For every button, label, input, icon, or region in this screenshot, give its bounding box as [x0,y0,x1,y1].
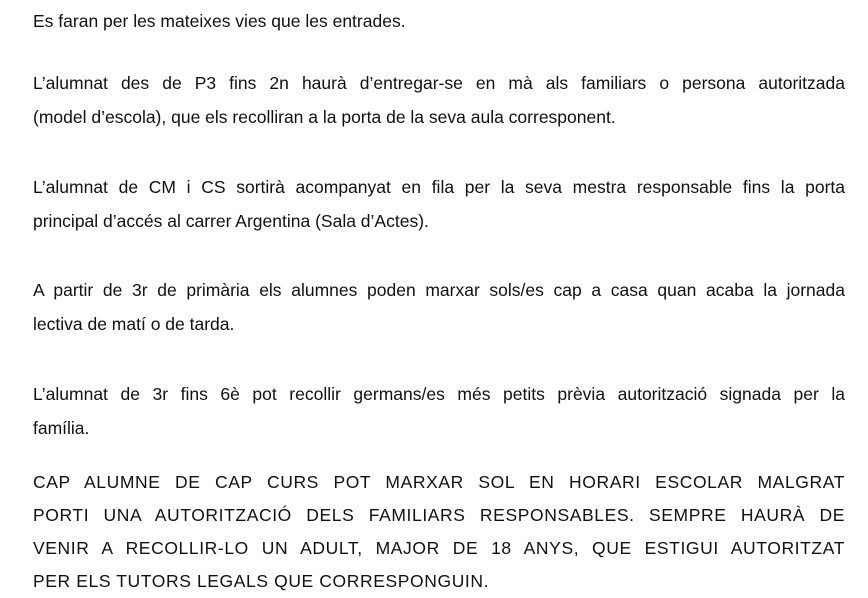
paragraph-siblings-pickup [33,377,845,445]
text-line: Es faran per les mateixes vies que les entrades. [33,11,406,31]
text-line: L’alumnat des de P3 fins 2n haurà d’entregar-se en mà als familiars o persona autoritzada [33,73,845,93]
text-line: PER ELS TUTORS LEGALS QUE CORRESPONGUIN. [33,571,490,591]
text-line: VENIR A RECOLLIR-LO UN ADULT, MAJOR DE 18 ANYS, QUE ESTIGUI AUTORITZAT [33,538,845,558]
paragraph-exit-routes [33,4,845,38]
text-line: L’alumnat de CM i CS sortirà acompanyat en fila per la seva mestra responsable fins la porta [33,177,845,197]
text-line: principal d’accés al carrer Argentina (Sala d’Actes). [33,211,429,231]
text-line: lectiva de matí o de tarda. [33,314,235,334]
paragraph-3r-leave-alone [33,273,845,341]
paragraph-p3-to-2n-pickup [33,66,845,134]
text-line: L’alumnat de 3r fins 6è pot recollir germans/es més petits prèvia autorització signada per la [33,384,845,404]
text-line: CAP ALUMNE DE CAP CURS POT MARXAR SOL EN HORARI ESCOLAR MALGRAT [33,472,845,492]
text-line: A partir de 3r de primària els alumnes poden marxar sols/es cap a casa quan acaba la jornada [33,280,845,300]
paragraph-warning-uppercase [33,466,845,598]
text-line: (model d’escola), que els recolliran a la porta de la seva aula corresponent. [33,107,616,127]
text-line: família. [33,418,90,438]
text-line: PORTI UNA AUTORITZACIÓ DELS FAMILIARS RESPONSABLES. SEMPRE HAURÀ DE [33,505,845,525]
paragraph-cm-cs-exit [33,170,845,238]
